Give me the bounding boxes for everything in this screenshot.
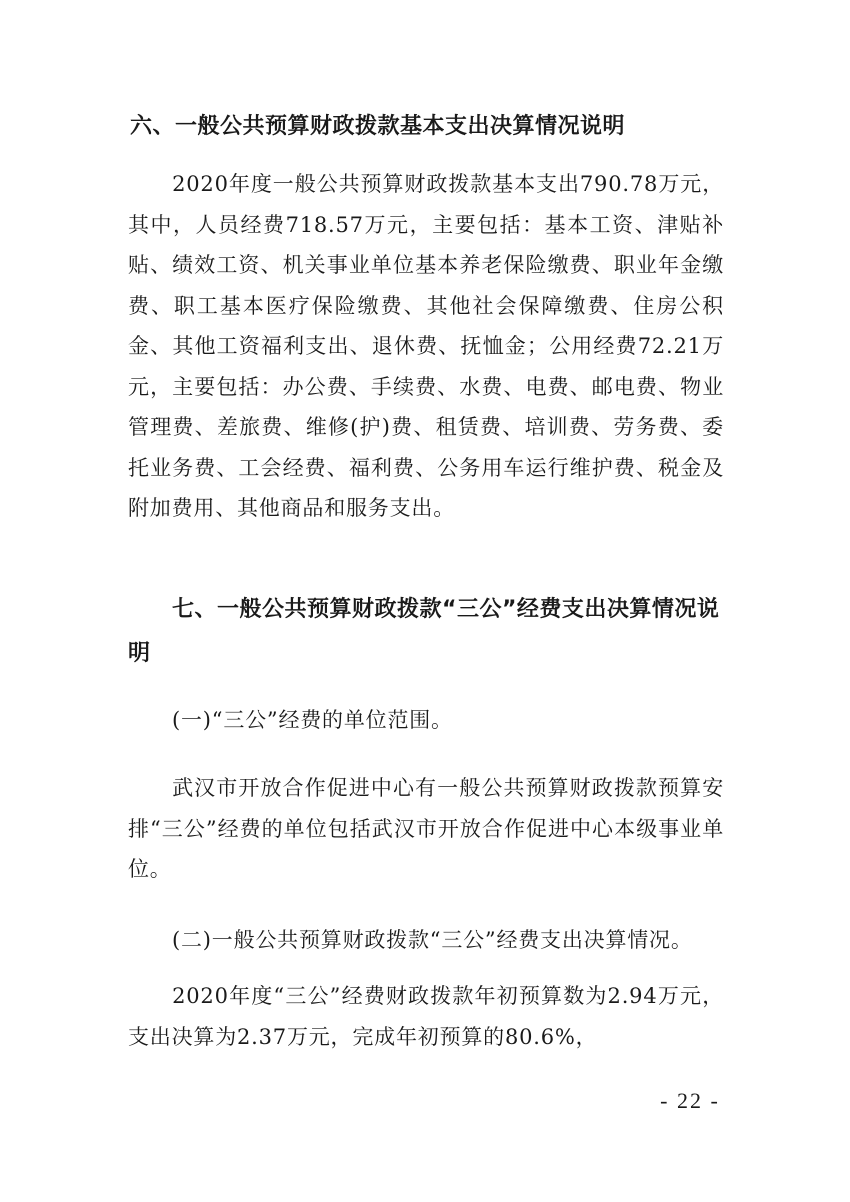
section-7-heading: 七、一般公共预算财政拨款“三公”经费支出决算情况说明 (128, 597, 720, 666)
subsection-2-paragraph: 2020年度“三公”经费财政拨款年初预算数为2.94万元，支出决算为2.37万元，完成年初预算的80.6%， (128, 984, 724, 1049)
section-6-paragraph: 2020年度一般公共预算财政拨款基本支出790.78万元，其中，人员经费718.57万元，主要包括：基本工资、津贴补贴、绩效工资、机关事业单位基本养老保险缴费、职业年金缴费、职工基本医疗保险缴费、其他社会保障缴费、住房公积金、其他工资福利支出、退休费、抚恤金；公用经费72.21万元，主要包括：办公费、手续费、水费、电费、邮电费、物业管理费、差旅费、维修(护)费、租赁费、培训费、劳务费、委托业务费、工会经费、福利费、公务用车运行维护费、税金及附加费用、其他商品和服务支出。 (128, 172, 724, 520)
section-6-heading: 六、一般公共预算财政拨款基本支出决算情况说明 (130, 114, 626, 139)
subsection-2-title: (二)一般公共预算财政拨款“三公”经费支出决算情况。 (172, 928, 693, 952)
subsection-1-title: (一)“三公”经费的单位范围。 (172, 708, 453, 732)
page-number: - 22 - (660, 1088, 720, 1113)
subsection-1-paragraph: 武汉市开放合作促进中心有一般公共预算财政拨款预算安排“三公”经费的单位包括武汉市开放合作促进中心本级事业单位。 (128, 776, 724, 881)
